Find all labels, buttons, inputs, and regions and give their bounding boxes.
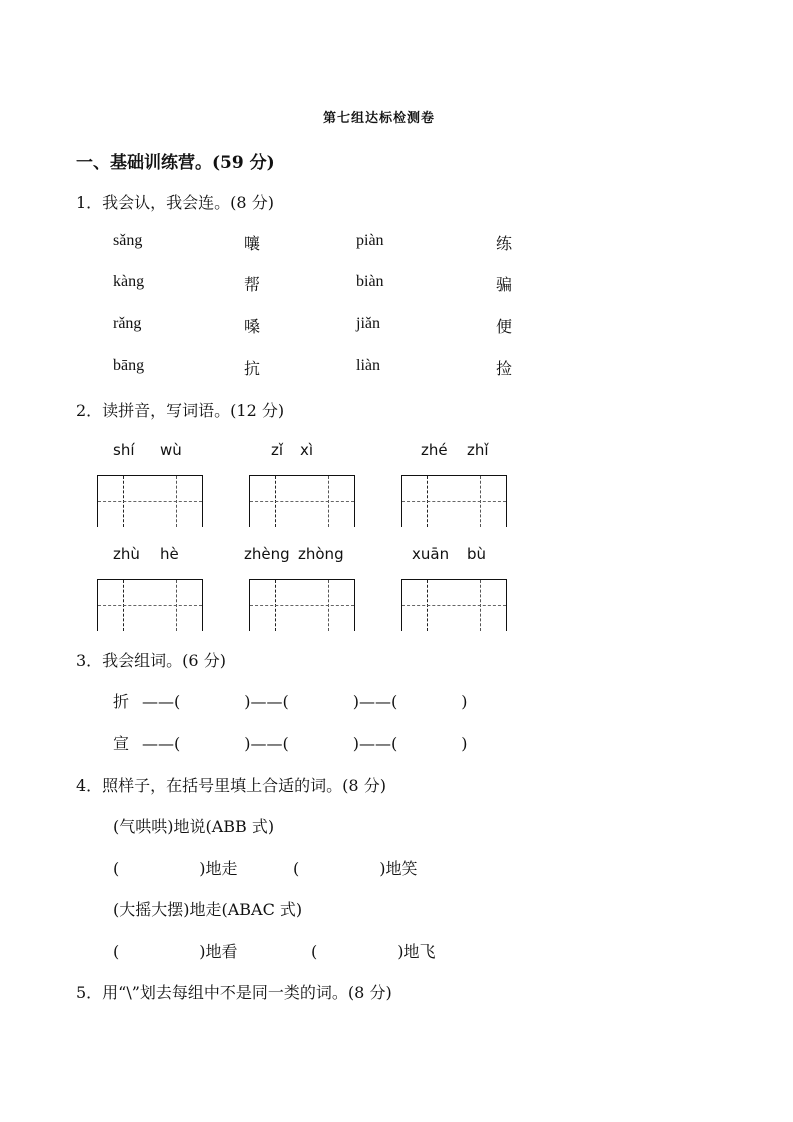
- q3-blank-row[interactable]: ——( )——( )——( ): [142, 692, 468, 711]
- question-3-label: 3．我会组词。(6 分): [76, 651, 226, 670]
- pinyin-syllable: bù: [467, 545, 487, 563]
- pinyin-syllable: zhǐ: [467, 441, 489, 459]
- pinyin-item: kàng: [113, 273, 145, 290]
- q4-blank[interactable]: ( )地走: [113, 859, 238, 878]
- pinyin-syllable: zhòng: [298, 545, 344, 563]
- hanzi-item: 捡: [496, 359, 513, 378]
- pinyin-syllable: shí: [113, 441, 135, 459]
- section-heading-basics: 一、基础训练营。(59 分): [76, 153, 275, 173]
- pinyin-item: bāng: [113, 357, 145, 374]
- q3-char: 折: [113, 692, 130, 711]
- pinyin-item: liàn: [356, 357, 380, 374]
- q3-char: 宣: [113, 734, 130, 753]
- pinyin-syllable: hè: [160, 545, 179, 563]
- writing-grid-box[interactable]: [401, 579, 507, 631]
- pinyin-syllable: zǐ: [271, 441, 284, 459]
- pinyin-syllable: zhù: [113, 545, 140, 563]
- pinyin-item: piàn: [356, 232, 384, 249]
- question-4-label: 4．照样子，在括号里填上合适的词。(8 分): [76, 776, 386, 795]
- pinyin-syllable: wù: [160, 441, 182, 459]
- question-5-label: 5．用“\”划去每组中不是同一类的词。(8 分): [76, 983, 392, 1002]
- pinyin-syllable: xì: [300, 441, 314, 459]
- q4-blank[interactable]: ( )地看: [113, 942, 238, 961]
- pinyin-syllable: xuān: [412, 545, 450, 563]
- pinyin-item: jiǎn: [356, 315, 380, 332]
- page-title: 第七组达标检测卷: [323, 111, 436, 126]
- q4-blank[interactable]: ( )地笑: [293, 859, 418, 878]
- q4-blank[interactable]: ( )地飞: [311, 942, 436, 961]
- hanzi-item: 抗: [244, 359, 261, 378]
- hanzi-item: 帮: [244, 275, 261, 294]
- writing-grid-box[interactable]: [249, 475, 355, 527]
- pinyin-item: sǎng: [113, 232, 143, 249]
- hanzi-item: 嚷: [244, 234, 261, 253]
- q4-example-abac: (大摇大摆)地走(ABAC 式): [113, 900, 303, 919]
- hanzi-item: 练: [496, 234, 513, 253]
- hanzi-item: 嗓: [244, 317, 261, 336]
- pinyin-item: rǎng: [113, 315, 142, 332]
- q3-blank-row[interactable]: ——( )——( )——( ): [142, 734, 468, 753]
- writing-grid-box[interactable]: [97, 579, 203, 631]
- writing-grid-box[interactable]: [97, 475, 203, 527]
- pinyin-syllable: zhé: [421, 441, 448, 459]
- writing-grid-box[interactable]: [401, 475, 507, 527]
- writing-grid-box[interactable]: [249, 579, 355, 631]
- hanzi-item: 便: [496, 317, 513, 336]
- hanzi-item: 骗: [496, 275, 513, 294]
- question-1-label: 1．我会认，我会连。(8 分): [76, 193, 274, 212]
- pinyin-item: biàn: [356, 273, 384, 290]
- q4-example-abb: (气哄哄)地说(ABB 式): [113, 817, 275, 836]
- question-2-label: 2．读拼音，写词语。(12 分): [76, 401, 285, 420]
- pinyin-syllable: zhèng: [244, 545, 290, 563]
